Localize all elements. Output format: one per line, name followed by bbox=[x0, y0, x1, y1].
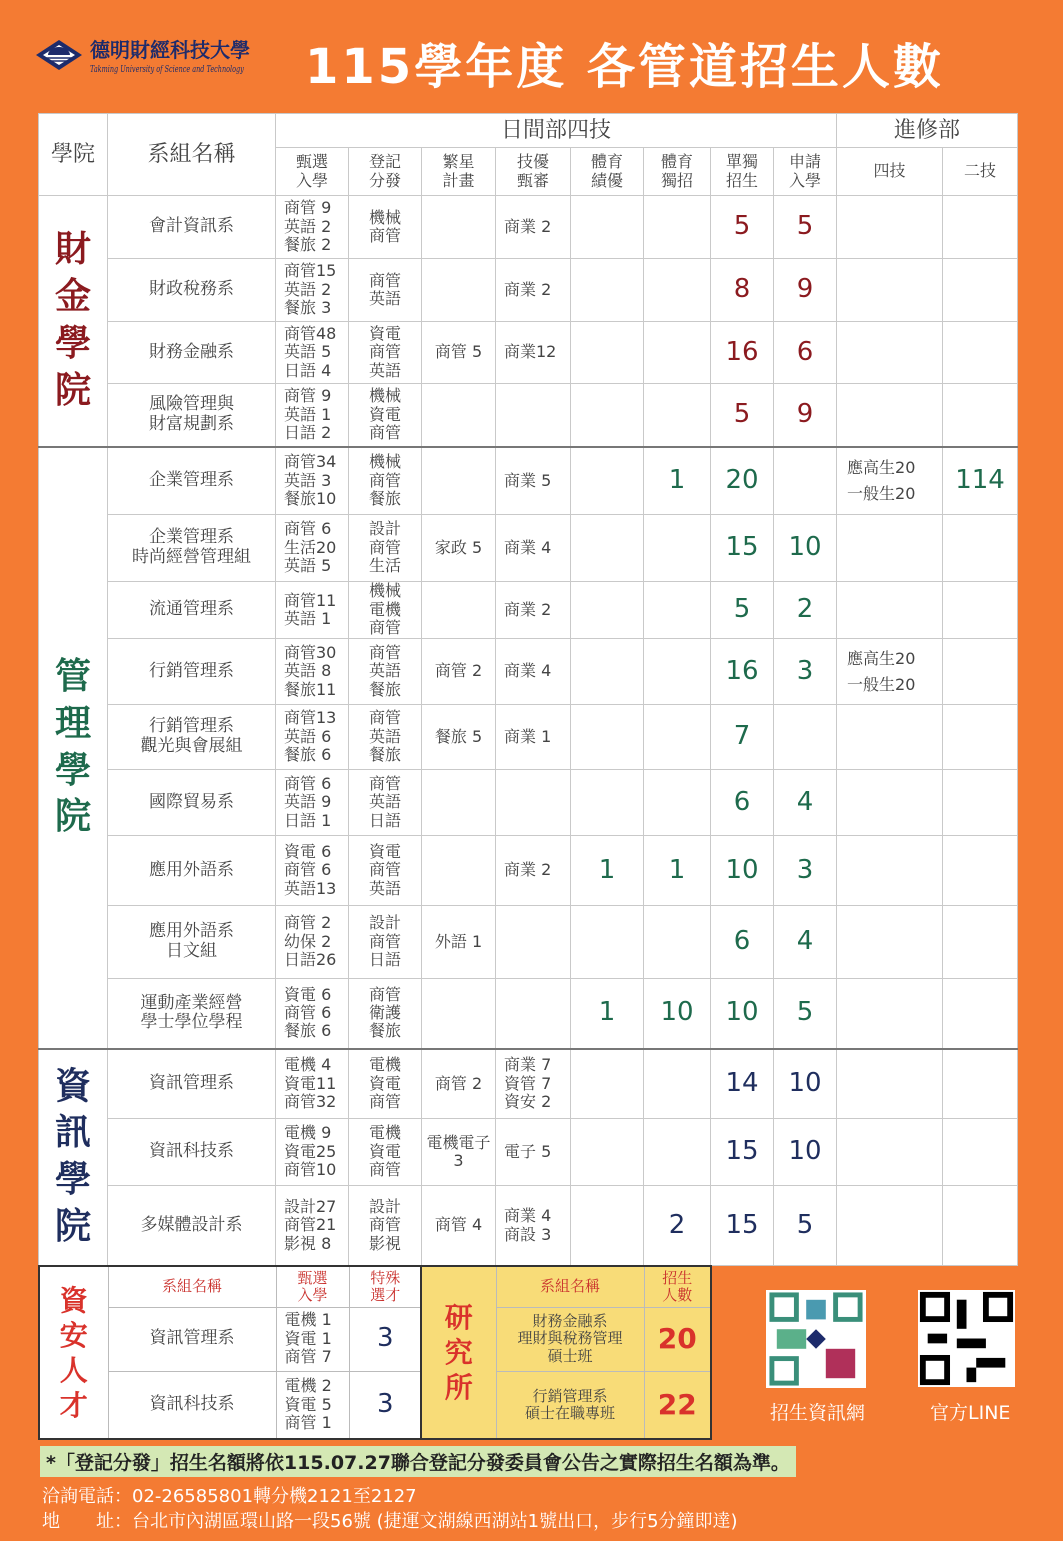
quota-cell bbox=[644, 515, 711, 582]
table-row bbox=[39, 515, 1018, 582]
quota-cell: 10 bbox=[711, 836, 774, 906]
dept-name: 資訊科技系 bbox=[108, 1371, 276, 1439]
quota-cell bbox=[571, 196, 644, 259]
quota-cell bbox=[837, 770, 943, 836]
quota-cell bbox=[571, 322, 644, 384]
dept-name: 會計資訊系 bbox=[108, 196, 276, 259]
quota-cell: 20 bbox=[644, 1307, 711, 1371]
col-header: 技優 甄審 bbox=[496, 148, 571, 196]
quota-cell: 商管 英語 餐旅 bbox=[349, 705, 422, 770]
quota-cell: 1 bbox=[571, 979, 644, 1049]
university-logo bbox=[34, 34, 284, 75]
table-row bbox=[39, 979, 1018, 1049]
dept-name: 流通管理系 bbox=[108, 582, 276, 639]
table-row bbox=[39, 1119, 1018, 1186]
quota-cell: 商管 英語 日語 bbox=[349, 770, 422, 836]
quota-cell: 電機電子 3 bbox=[422, 1119, 496, 1186]
col-header: 體育 獨招 bbox=[644, 148, 711, 196]
quota-cell: 6 bbox=[774, 322, 837, 384]
logo-name-en: Takming University of Science and Technology bbox=[90, 65, 244, 75]
quota-cell: 7 bbox=[711, 705, 774, 770]
quota-cell bbox=[837, 384, 943, 447]
quota-cell bbox=[571, 1049, 644, 1119]
quota-cell: 商業 1 bbox=[496, 705, 571, 770]
quota-cell: 10 bbox=[644, 979, 711, 1049]
quota-cell: 6 bbox=[711, 770, 774, 836]
quota-cell bbox=[496, 770, 571, 836]
quota-cell: 商業 4 bbox=[496, 639, 571, 705]
graduate-header: 系組名稱 bbox=[496, 1266, 644, 1307]
program-name: 行銷管理系 碩士在職專班 bbox=[496, 1371, 644, 1439]
quota-cell bbox=[943, 515, 1018, 582]
col-header: 甄選 入學 bbox=[276, 148, 349, 196]
quota-cell bbox=[943, 582, 1018, 639]
table-row bbox=[39, 705, 1018, 770]
quota-cell bbox=[496, 979, 571, 1049]
quota-cell: 5 bbox=[711, 582, 774, 639]
college-name: 財 金 學 院 bbox=[39, 196, 108, 447]
quota-cell bbox=[644, 770, 711, 836]
col-header: 單獨 招生 bbox=[711, 148, 774, 196]
college-name: 管 理 學 院 bbox=[39, 447, 108, 1049]
col-header: 登記 分發 bbox=[349, 148, 422, 196]
quota-cell: 5 bbox=[774, 1186, 837, 1266]
quota-cell: 商管11 英語 1 bbox=[276, 582, 349, 639]
quota-cell bbox=[571, 447, 644, 515]
quota-cell bbox=[837, 1186, 943, 1266]
quota-cell bbox=[644, 705, 711, 770]
quota-cell bbox=[943, 770, 1018, 836]
quota-cell: 機械 電機 商管 bbox=[349, 582, 422, 639]
quota-cell bbox=[422, 836, 496, 906]
quota-cell: 應高生20 一般生20 bbox=[837, 447, 943, 515]
quota-cell bbox=[644, 1049, 711, 1119]
dept-name: 風險管理與 財富規劃系 bbox=[108, 384, 276, 447]
dept-name: 財政稅務系 bbox=[108, 259, 276, 322]
quota-cell: 設計27 商管21 影視 8 bbox=[276, 1186, 349, 1266]
quota-cell bbox=[837, 836, 943, 906]
quota-cell: 商管 6 生活20 英語 5 bbox=[276, 515, 349, 582]
dept-name: 行銷管理系 bbox=[108, 639, 276, 705]
quota-cell: 15 bbox=[711, 515, 774, 582]
quota-cell bbox=[943, 639, 1018, 705]
quota-cell bbox=[571, 515, 644, 582]
quota-cell bbox=[837, 196, 943, 259]
quota-cell: 10 bbox=[774, 515, 837, 582]
table-row bbox=[421, 1266, 711, 1307]
quota-cell bbox=[644, 259, 711, 322]
quota-cell: 15 bbox=[711, 1186, 774, 1266]
quota-cell: 8 bbox=[711, 259, 774, 322]
quota-cell: 商業 5 bbox=[496, 447, 571, 515]
quota-cell: 設計 商管 日語 bbox=[349, 906, 422, 979]
quota-cell: 114 bbox=[943, 447, 1018, 515]
quota-cell: 商管13 英語 6 餐旅 6 bbox=[276, 705, 349, 770]
quota-cell: 電機 4 資電11 商管32 bbox=[276, 1049, 349, 1119]
quota-cell: 應高生20 一般生20 bbox=[837, 639, 943, 705]
quota-cell: 5 bbox=[711, 384, 774, 447]
quota-cell: 商管 6 英語 9 日語 1 bbox=[276, 770, 349, 836]
quota-cell: 1 bbox=[644, 447, 711, 515]
quota-cell bbox=[422, 979, 496, 1049]
quota-cell bbox=[943, 836, 1018, 906]
quota-cell: 3 bbox=[774, 639, 837, 705]
table-row bbox=[39, 1266, 422, 1307]
quota-cell: 商管34 英語 3 餐旅10 bbox=[276, 447, 349, 515]
page-title: 115學年度 各管道招生人數 bbox=[305, 39, 944, 95]
dept-name: 運動產業經營 學士學位學程 bbox=[108, 979, 276, 1049]
quota-cell bbox=[422, 259, 496, 322]
table-row bbox=[39, 259, 1018, 322]
quota-cell: 商業 2 bbox=[496, 582, 571, 639]
quota-cell: 商管 9 英語 1 日語 2 bbox=[276, 384, 349, 447]
quota-cell: 10 bbox=[711, 979, 774, 1049]
quota-cell: 3 bbox=[349, 1307, 422, 1371]
quota-cell: 10 bbox=[774, 1049, 837, 1119]
quota-cell bbox=[496, 384, 571, 447]
quota-cell: 2 bbox=[774, 582, 837, 639]
quota-cell bbox=[837, 322, 943, 384]
col-college: 學院 bbox=[39, 114, 108, 196]
quota-cell bbox=[837, 259, 943, 322]
quota-cell: 3 bbox=[349, 1371, 422, 1439]
contact-phone: 洽詢電話：02-26585801轉分機2121至2127 bbox=[42, 1486, 417, 1507]
table-row bbox=[39, 836, 1018, 906]
dept-name: 國際貿易系 bbox=[108, 770, 276, 836]
security-title: 資 安 人 才 bbox=[39, 1266, 108, 1439]
quota-cell: 商業 2 bbox=[496, 836, 571, 906]
quota-cell: 5 bbox=[711, 196, 774, 259]
quota-cell bbox=[943, 259, 1018, 322]
dept-name: 企業管理系 bbox=[108, 447, 276, 515]
dept-name: 資訊管理系 bbox=[108, 1307, 276, 1371]
quota-cell bbox=[496, 906, 571, 979]
quota-cell: 資電 商管 英語 bbox=[349, 322, 422, 384]
admissions-website-label[interactable]: 招生資訊網 bbox=[770, 1402, 866, 1424]
quota-cell bbox=[943, 705, 1018, 770]
table-row bbox=[39, 196, 1018, 259]
quota-cell: 商管 9 英語 2 餐旅 2 bbox=[276, 196, 349, 259]
quota-cell bbox=[571, 1119, 644, 1186]
quota-cell bbox=[644, 906, 711, 979]
quota-cell: 4 bbox=[774, 770, 837, 836]
dept-name: 應用外語系 日文組 bbox=[108, 906, 276, 979]
col-header: 申請 入學 bbox=[774, 148, 837, 196]
quota-cell: 20 bbox=[711, 447, 774, 515]
dept-name: 行銷管理系 觀光與會展組 bbox=[108, 705, 276, 770]
graduate-header: 招生 人數 bbox=[644, 1266, 711, 1307]
quota-cell: 電機 1 資電 1 商管 7 bbox=[276, 1307, 349, 1371]
group-day: 日間部四技 bbox=[276, 114, 837, 148]
line-label[interactable]: 官方LINE bbox=[930, 1402, 1011, 1424]
quota-cell bbox=[422, 770, 496, 836]
quota-cell: 電機 資電 商管 bbox=[349, 1119, 422, 1186]
quota-cell: 1 bbox=[644, 836, 711, 906]
quota-cell: 5 bbox=[774, 979, 837, 1049]
quota-cell: 4 bbox=[774, 906, 837, 979]
quota-cell: 商業12 bbox=[496, 322, 571, 384]
quota-cell bbox=[644, 196, 711, 259]
table-row bbox=[39, 1186, 1018, 1266]
quota-cell: 商管 2 幼保 2 日語26 bbox=[276, 906, 349, 979]
quota-cell: 商管 英語 餐旅 bbox=[349, 639, 422, 705]
quota-cell bbox=[571, 705, 644, 770]
quota-cell bbox=[837, 582, 943, 639]
quota-cell: 商管48 英語 5 日語 4 bbox=[276, 322, 349, 384]
quota-cell bbox=[644, 582, 711, 639]
quota-cell: 餐旅 5 bbox=[422, 705, 496, 770]
quota-cell bbox=[571, 770, 644, 836]
col-header: 體育 績優 bbox=[571, 148, 644, 196]
quota-cell bbox=[943, 1186, 1018, 1266]
table-row bbox=[39, 639, 1018, 705]
quota-cell: 商業 4 bbox=[496, 515, 571, 582]
graduate-table bbox=[420, 1265, 712, 1440]
dept-name: 財務金融系 bbox=[108, 322, 276, 384]
quota-cell: 商業 2 bbox=[496, 259, 571, 322]
quota-cell: 商業 2 bbox=[496, 196, 571, 259]
quota-cell bbox=[943, 1119, 1018, 1186]
quota-cell: 9 bbox=[774, 384, 837, 447]
quota-cell bbox=[943, 196, 1018, 259]
quota-cell: 電子 5 bbox=[496, 1119, 571, 1186]
security-header: 特殊 選才 bbox=[349, 1266, 422, 1307]
quota-cell: 15 bbox=[711, 1119, 774, 1186]
quota-cell: 商業 7 資管 7 資安 2 bbox=[496, 1049, 571, 1119]
quota-cell bbox=[943, 322, 1018, 384]
table-row bbox=[39, 582, 1018, 639]
registration-note: *「登記分發」招生名額將依115.07.27聯合登記分發委員會公告之實際招生名額為準。 bbox=[40, 1446, 796, 1477]
quota-cell bbox=[837, 1119, 943, 1186]
quota-cell bbox=[571, 639, 644, 705]
dept-name: 資訊管理系 bbox=[108, 1049, 276, 1119]
quota-cell: 機械 資電 商管 bbox=[349, 384, 422, 447]
table-row bbox=[39, 906, 1018, 979]
quota-cell bbox=[943, 979, 1018, 1049]
quota-cell: 設計 商管 生活 bbox=[349, 515, 422, 582]
program-name: 財務金融系 理財與稅務管理 碩士班 bbox=[496, 1307, 644, 1371]
quota-cell bbox=[943, 384, 1018, 447]
security-header: 甄選 入學 bbox=[276, 1266, 349, 1307]
quota-cell bbox=[422, 196, 496, 259]
quota-cell: 商管 5 bbox=[422, 322, 496, 384]
col-header: 四技 bbox=[837, 148, 943, 196]
quota-cell: 商管 2 bbox=[422, 639, 496, 705]
quota-cell: 16 bbox=[711, 322, 774, 384]
quota-cell bbox=[943, 906, 1018, 979]
table-row bbox=[39, 384, 1018, 447]
col-dept: 系組名稱 bbox=[108, 114, 276, 196]
contact-address: 地 址：台北市內湖區環山路一段56號 (捷運文湖線西湖站1號出口，步行5分鐘即達) bbox=[42, 1511, 738, 1532]
quota-cell bbox=[774, 447, 837, 515]
group-night: 進修部 bbox=[837, 114, 1018, 148]
quota-cell bbox=[644, 322, 711, 384]
college-name: 資 訊 學 院 bbox=[39, 1049, 108, 1266]
table-row bbox=[39, 447, 1018, 515]
logo-emblem-icon bbox=[34, 38, 84, 72]
col-header: 二技 bbox=[943, 148, 1018, 196]
quota-cell: 商管 英語 bbox=[349, 259, 422, 322]
quota-cell: 商管 2 bbox=[422, 1049, 496, 1119]
dept-name: 應用外語系 bbox=[108, 836, 276, 906]
quota-cell bbox=[571, 906, 644, 979]
quota-cell: 3 bbox=[774, 836, 837, 906]
quota-cell: 機械 商管 餐旅 bbox=[349, 447, 422, 515]
quota-cell: 商業 4 商設 3 bbox=[496, 1186, 571, 1266]
quota-cell: 外語 1 bbox=[422, 906, 496, 979]
quota-cell: 6 bbox=[711, 906, 774, 979]
quota-cell bbox=[837, 906, 943, 979]
quota-cell: 機械 商管 bbox=[349, 196, 422, 259]
quota-cell bbox=[571, 259, 644, 322]
quota-cell bbox=[837, 515, 943, 582]
security-header: 系組名稱 bbox=[108, 1266, 276, 1307]
quota-cell bbox=[571, 582, 644, 639]
quota-cell: 14 bbox=[711, 1049, 774, 1119]
graduate-title: 研 究 所 bbox=[421, 1266, 496, 1439]
quota-cell bbox=[644, 639, 711, 705]
quota-cell bbox=[422, 582, 496, 639]
quota-cell: 商管30 英語 8 餐旅11 bbox=[276, 639, 349, 705]
quota-cell: 資電 6 商管 6 英語13 bbox=[276, 836, 349, 906]
admissions-website-qr-icon[interactable] bbox=[766, 1290, 866, 1388]
quota-cell bbox=[943, 1049, 1018, 1119]
quota-cell: 電機 2 資電 5 商管 1 bbox=[276, 1371, 349, 1439]
quota-cell: 1 bbox=[571, 836, 644, 906]
logo-name-zh: 德明財經科技大學 bbox=[90, 38, 250, 62]
col-header: 繁星 計畫 bbox=[422, 148, 496, 196]
table-row bbox=[39, 322, 1018, 384]
admissions-table bbox=[38, 113, 1018, 1266]
dept-name: 多媒體設計系 bbox=[108, 1186, 276, 1266]
quota-cell bbox=[422, 447, 496, 515]
quota-cell: 5 bbox=[774, 196, 837, 259]
dept-name: 資訊科技系 bbox=[108, 1119, 276, 1186]
quota-cell: 10 bbox=[774, 1119, 837, 1186]
quota-cell: 商管 衛護 餐旅 bbox=[349, 979, 422, 1049]
quota-cell bbox=[837, 705, 943, 770]
line-qr-icon[interactable] bbox=[918, 1290, 1015, 1387]
dept-name: 企業管理系 時尚經營管理組 bbox=[108, 515, 276, 582]
quota-cell: 商管 4 bbox=[422, 1186, 496, 1266]
quota-cell: 22 bbox=[644, 1371, 711, 1439]
quota-cell: 設計 商管 影視 bbox=[349, 1186, 422, 1266]
quota-cell: 電機 資電 商管 bbox=[349, 1049, 422, 1119]
quota-cell bbox=[774, 705, 837, 770]
quota-cell: 16 bbox=[711, 639, 774, 705]
quota-cell: 2 bbox=[644, 1186, 711, 1266]
table-row bbox=[39, 770, 1018, 836]
quota-cell bbox=[837, 1049, 943, 1119]
table-row bbox=[39, 1049, 1018, 1119]
quota-cell: 資電 6 商管 6 餐旅 6 bbox=[276, 979, 349, 1049]
quota-cell bbox=[644, 384, 711, 447]
security-talent-table bbox=[38, 1265, 423, 1440]
quota-cell bbox=[571, 1186, 644, 1266]
quota-cell: 家政 5 bbox=[422, 515, 496, 582]
quota-cell bbox=[644, 1119, 711, 1186]
quota-cell: 電機 9 資電25 商管10 bbox=[276, 1119, 349, 1186]
quota-cell bbox=[571, 384, 644, 447]
quota-cell bbox=[837, 979, 943, 1049]
quota-cell bbox=[422, 384, 496, 447]
quota-cell: 商管15 英語 2 餐旅 3 bbox=[276, 259, 349, 322]
quota-cell: 資電 商管 英語 bbox=[349, 836, 422, 906]
quota-cell: 9 bbox=[774, 259, 837, 322]
